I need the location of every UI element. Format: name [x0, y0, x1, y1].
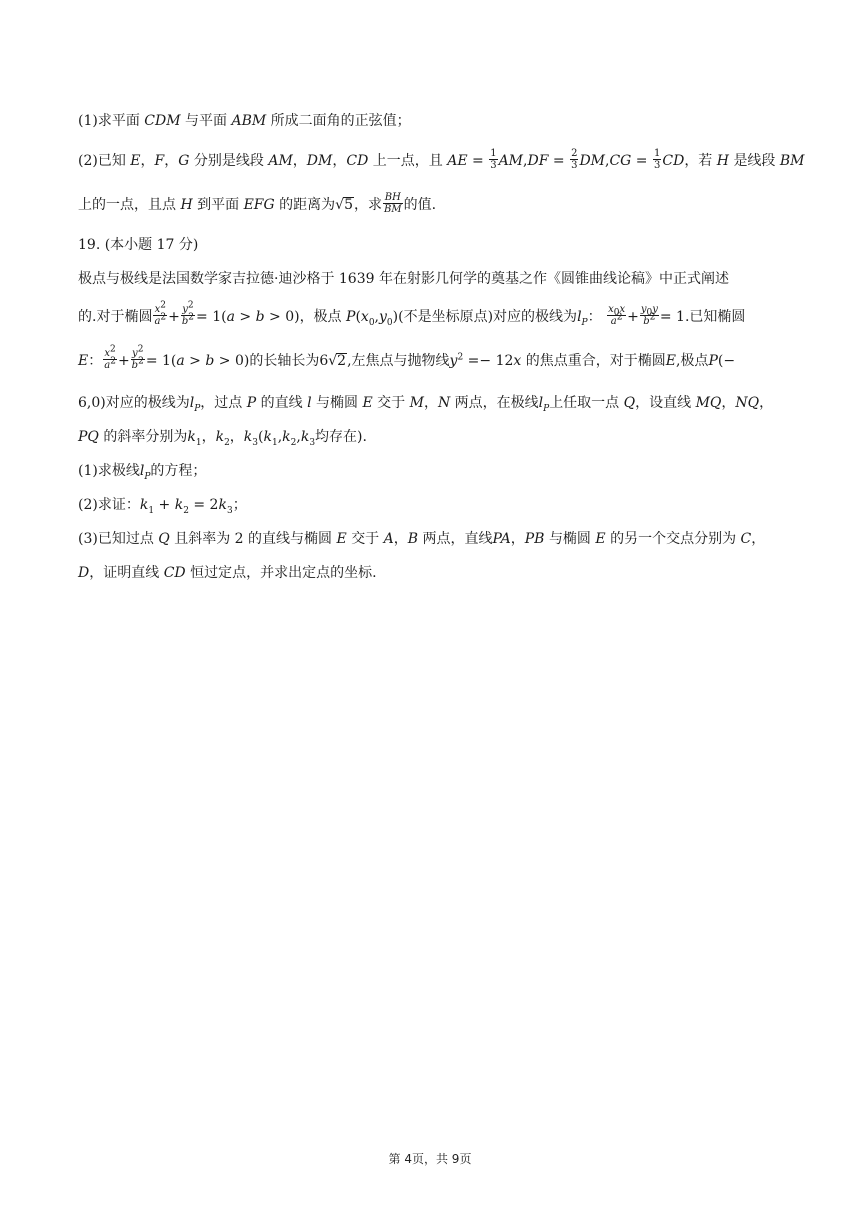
fraction: $\frac{x^2}{a^2}$	[104, 344, 116, 371]
text: 恒过定点，并求出定点的坐标.	[190, 565, 377, 581]
fraction: $\frac{BH}{BM}$	[384, 191, 402, 215]
text: 的焦点重合，对于椭圆	[525, 353, 666, 369]
text: 两点，直线	[422, 531, 493, 547]
q19-part3-line2: D，证明直线 CD 恒过定点，并求出定点的坐标.	[78, 565, 377, 581]
text: 的另一个交点分别为	[610, 531, 737, 547]
text: 均存在).	[315, 429, 367, 445]
text: (2)求证：	[78, 497, 140, 513]
text: .已知椭圆	[684, 309, 746, 325]
q18-part2-line1: (2)已知 E，F，G 分别是线段 AM，DM，CD 上一点，且 AE = $\frac{1}{3}$ AM,DF = $\frac{2}{3}$ DM,CG = $\frac{1}{3}$ CD，若 H 是线段 BM	[78, 147, 805, 171]
text: ，过点	[200, 395, 243, 411]
q19-intro-line1: 极点与极线是法国数学家吉拉德·迪沙格于 1639 年在射影几何学的奠基之作《圆锥曲线论稿》中正式阐述	[78, 271, 729, 287]
text: 两点，在极线	[454, 395, 539, 411]
text: 上一点，且	[372, 153, 443, 169]
q19-intro-line2: 的.对于椭圆 $\frac{x^2}{a^2}$ + $\frac{y^2}{b^2}$ = 1(a > b > 0)，极点 $P(x_0,y_0)$(不是坐标原点)对应的极线为$l_P$： $\frac{x_0x}{a^2}$ + $\frac{y_0y}{b^2}$ = 1.已知椭圆	[78, 300, 746, 328]
text: 的.对于椭圆	[78, 309, 153, 325]
text: 的直线	[260, 395, 303, 411]
q19-part1: (1)求极线$l_P$的方程；	[78, 463, 207, 482]
q18-part1-label: (1)	[78, 113, 98, 129]
q18-part1: (1)求平面 CDM 与平面 ABM 所成二面角的正弦值；	[78, 113, 411, 129]
q19-part3-line1: (3)已知过点 Q 且斜率为 2 的直线与椭圆 E 交于 A，B 两点，直线PA，PB 与椭圆 E 的另一个交点分别为 C，	[78, 531, 766, 547]
text: (3)已知过点	[78, 531, 154, 547]
text: 交于	[377, 395, 406, 411]
q19-line5: PQ 的斜率分别为$k_1$，$k_2$，$k_3(k_1,k_2,k_3$均存在).	[78, 429, 367, 448]
fraction: $\frac{1}{3}$	[490, 147, 497, 171]
text: 且斜率为 2 的直线与椭圆	[174, 531, 333, 547]
text: 已知	[97, 153, 126, 169]
text: (不是坐标原点)对应的极线为	[398, 309, 578, 325]
fraction: $\frac{y^2}{b^2}$	[181, 300, 195, 327]
text: 到平面	[197, 197, 240, 213]
fraction: $\frac{x^2}{a^2}$	[154, 300, 167, 327]
fraction: $\frac{2}{3}$	[571, 147, 578, 171]
q19-header: 19. (本小题 17 分)	[78, 237, 199, 253]
q19-part2: (2)求证：$k_1 + k_2 = 2k_3$；	[78, 497, 247, 516]
text: 是线段	[733, 153, 776, 169]
text: 6,0)对应的极线为	[78, 395, 190, 411]
fraction: $\frac{y_0y}{b^2}$	[640, 303, 658, 327]
q19-line4: 6,0)对应的极线为$l_P$，过点 P 的直线 l 与椭圆 E 交于 M，N 两点，在极线$l_P$上任取一点 Q，设直线 MQ，NQ，	[78, 395, 774, 414]
fraction: $\frac{y^2}{b^2}$	[131, 344, 144, 371]
page-footer: 第 4页，共 9页	[388, 1152, 472, 1166]
q19-line3: E： $\frac{x^2}{a^2}$ + $\frac{y^2}{b^2}$ = 1(a > b > 0)的长轴长为6√2,左焦点与抛物线$y^2 =- 12x$ 的焦点重合，对于椭圆E,极点P(−	[78, 344, 736, 371]
text: ，设直线	[635, 395, 692, 411]
text: 交于	[351, 531, 380, 547]
text: 的斜率分别为	[103, 429, 188, 445]
fraction: $\frac{1}{3}$	[654, 147, 661, 171]
q18-part2-line2: 上的一点，且点 H 到平面 EFG 的距离为√5，求 $\frac{BH}{BM}$ 的值.	[78, 191, 437, 215]
text: 的方程；	[150, 463, 207, 479]
q18-part2-label: (2)	[78, 153, 98, 169]
text: 与平面	[185, 113, 228, 129]
text: ,极点	[675, 353, 709, 369]
text: 的值.	[403, 197, 437, 213]
text: 与椭圆	[548, 531, 591, 547]
text: ,左焦点与抛物线	[347, 353, 450, 369]
fraction: $\frac{x_0x}{a^2}$	[608, 303, 626, 327]
text: 的距离为	[279, 197, 336, 213]
text: 求平面	[97, 113, 140, 129]
text: 上任取一点	[549, 395, 620, 411]
text: ，若	[684, 153, 713, 169]
text: 与椭圆	[316, 395, 358, 411]
text: 所成二面角的正弦值；	[270, 113, 411, 129]
text: 上的一点，且点	[78, 197, 176, 213]
text: (1)求极线	[78, 463, 140, 479]
text: 分别是线段	[193, 153, 264, 169]
text: ，求	[354, 197, 382, 213]
text: 的长轴长为	[249, 353, 320, 369]
text: ，极点	[299, 309, 342, 325]
text: ，证明直线	[89, 565, 160, 581]
